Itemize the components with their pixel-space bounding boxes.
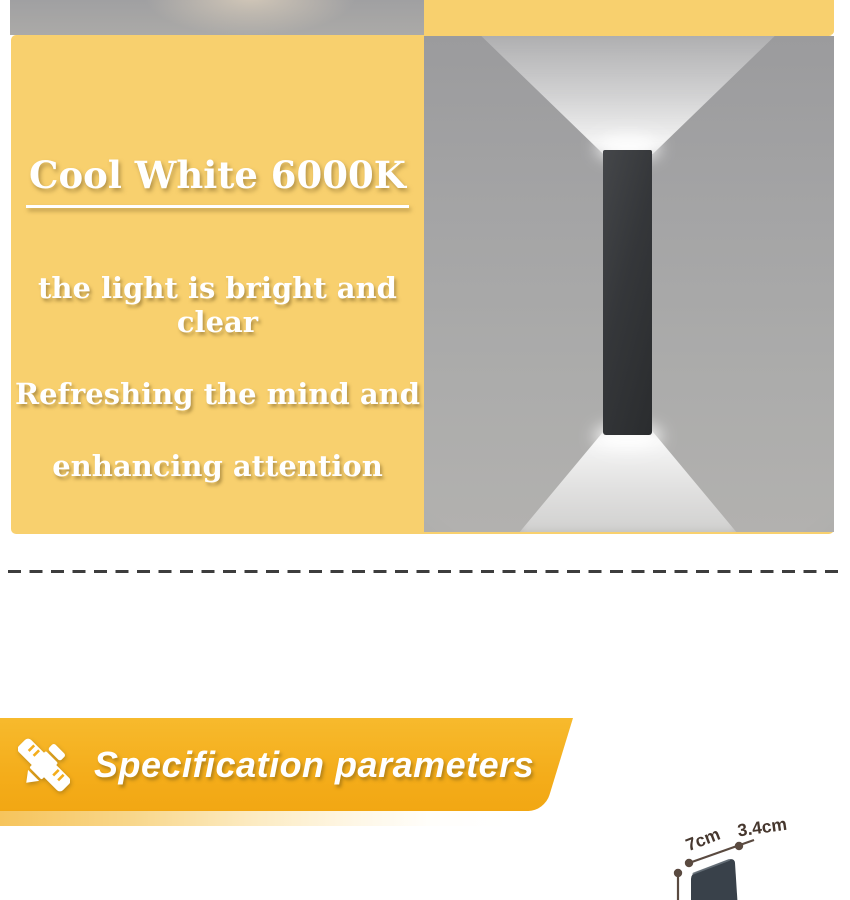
width-label: 7cm bbox=[682, 823, 723, 856]
dimension-dot bbox=[674, 869, 682, 877]
feature-line-3: enhancing attention bbox=[52, 449, 383, 484]
dimension-dot bbox=[685, 859, 693, 867]
feature-title: Cool White 6000K bbox=[26, 155, 409, 208]
depth-label: 3.4cm bbox=[736, 813, 789, 841]
dashed-divider bbox=[8, 570, 845, 573]
spec-banner-label: Specification parameters bbox=[93, 743, 535, 785]
spec-banner bbox=[0, 718, 573, 811]
previous-photo-fragment bbox=[10, 0, 424, 35]
pencil-ruler-icon bbox=[18, 737, 70, 793]
spec-banner-content bbox=[0, 718, 534, 811]
photo-vignette bbox=[424, 36, 834, 532]
feature-text-block bbox=[11, 35, 424, 484]
feature-line-2: Refreshing the mind and bbox=[15, 377, 420, 412]
banner-underglow bbox=[0, 811, 508, 826]
dimension-dot bbox=[735, 842, 743, 850]
feature-line-1: the light is bright and clear bbox=[38, 271, 397, 339]
lamp-photo bbox=[424, 36, 834, 532]
previous-panel-fragment bbox=[424, 0, 834, 35]
dimension-diagram bbox=[640, 798, 850, 900]
